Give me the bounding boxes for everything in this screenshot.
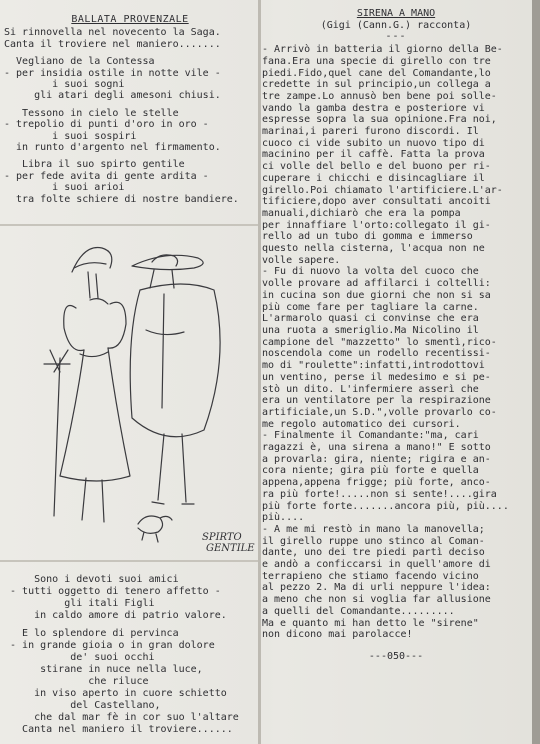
story-line: dante, uno dei tre piedi partì deciso <box>262 547 485 559</box>
story-line: girello.Poi chiamato l'artificiere.L'ar- <box>262 184 503 196</box>
story-line: artificiale,un S.D.",volle provarlo co- <box>262 406 497 418</box>
poem-line: che riluce <box>4 676 149 687</box>
story-line: espresse sopra la sua opinione.Fra noi, <box>262 114 497 126</box>
poem-line: i suoi sogni <box>4 79 125 91</box>
story-line: - Arrivò in batteria il giorno della Be- <box>262 44 503 56</box>
poem-line: Si rinnovella nel novecento la Saga. <box>4 27 221 39</box>
story-line: tre zampe.Lo annusò ben bene poi solle- <box>262 90 497 102</box>
page-edge <box>532 0 540 744</box>
caption-line-1: SPIRTO <box>202 532 242 543</box>
story-subtitle: (Gigi (Cann.G.) racconta) <box>320 19 472 31</box>
poem-line: E lo splendore di pervinca <box>4 628 179 639</box>
story-line: terrapieno che stiamo facendo vicino <box>262 570 479 582</box>
story-line: fana.Era una specie di girello con tre <box>262 55 491 67</box>
poem-title: BALLATA PROVENZALE <box>71 14 189 25</box>
story-lines <box>262 44 530 641</box>
caption-line-2: GENTILE <box>206 543 255 554</box>
story-line: rello ad un tubo di gomma e immerso <box>262 231 473 243</box>
poem-line: in runto d'argento nel firmamento. <box>4 142 221 154</box>
poem-line: de' suoi occhi <box>4 652 155 663</box>
page-footer: ---050--- <box>368 650 424 662</box>
story-line: mo di "roulette":infatti,introdottovi <box>262 360 485 372</box>
poem-line: - tutti oggetto di tenero affetto - <box>4 586 221 597</box>
story-line: in cucina son due giorni che non si sa <box>262 289 491 301</box>
poem-line: i suoi sospiri <box>4 130 137 142</box>
story-line: piedi.Fido,quel cane del Comandante,lo <box>262 67 491 79</box>
poem-line: - in grande gioia o in gran dolore <box>4 640 215 651</box>
column-fold <box>258 0 261 744</box>
story-line: macinino per il caffè. Fatta la prova <box>262 149 485 161</box>
poem-line: in viso aperto in cuore schietto <box>4 688 227 699</box>
story-line: L'armarolo quasi ci convinse che era <box>262 313 479 325</box>
story-line: stò un dito. L'infermiere asserì che <box>262 383 479 395</box>
story-line: più come fare per tagliare la carne. <box>262 301 479 313</box>
story-line: cuperare i chicchi e disincagliare il <box>262 172 485 184</box>
story-line: un ventino, perse il medesimo e si pe- <box>262 371 491 383</box>
poem-bottom-section <box>4 574 256 736</box>
section-divider-bottom <box>0 560 258 562</box>
story-line: Ma e quanto mi han detto le "sirene" <box>262 617 479 629</box>
story-line: volle sapere. <box>262 254 341 266</box>
story-line: il girello ruppe uno stinco al Coman- <box>262 535 485 547</box>
poem-line: Canta il troviere nel maniero....... <box>4 38 221 50</box>
story-line: vando la gamba destra e posteriore vi <box>262 102 485 114</box>
section-divider-top <box>0 224 258 226</box>
poem-line: - per insidia ostile in notte vile - <box>4 67 221 79</box>
poem-line: Libra il suo spirto gentile <box>4 159 185 171</box>
poem-line: Tessono in cielo le stelle <box>4 107 179 119</box>
story-line: appena,appena frigge; più forte, anco- <box>262 477 491 489</box>
poem-line: i suoi arioi <box>4 182 125 194</box>
story-line: - Fu di nuovo la volta del cuoco che <box>262 266 479 278</box>
story-title: SIRENA A MANO <box>356 8 436 19</box>
story-line: questo nella cisterna, l'acqua non ne <box>262 243 485 255</box>
poem-top-lines <box>4 27 256 205</box>
poem-line: del Castellano, <box>4 700 161 711</box>
story-line: più forte forte.......ancora più, più.... <box>262 500 509 512</box>
story-line: non dicono mai parolacce! <box>262 629 413 641</box>
illustration-caption <box>202 532 255 554</box>
poem-top-section <box>4 14 256 205</box>
story-line: per innaffiare l'orto:collegato il gi- <box>262 219 491 231</box>
story-line: una ruota a smeriglio.Ma Nicolino il <box>262 324 479 336</box>
poem-line: Canta nel maniero il troviere...... <box>4 724 233 735</box>
story-column <box>262 8 530 663</box>
story-separator: --- <box>385 31 407 43</box>
poem-line: Vegliano de la Contessa <box>4 56 155 68</box>
couple-sketch <box>14 238 254 556</box>
story-line: era un ventilatore per la respirazione <box>262 395 491 407</box>
story-line: ci volle del bello e del buono per ri- <box>262 161 491 173</box>
story-line: - Finalmente il Comandante:"ma, cari <box>262 430 479 442</box>
story-line: a quelli del Comandante......... <box>262 605 455 617</box>
poem-line: gli atari degli amesoni chiusi. <box>4 90 221 102</box>
story-line: tificiere,dopo aver consultati ancoiti <box>262 196 491 208</box>
story-line: più.... <box>262 512 305 524</box>
poem-line: stirane in nuce nella luce, <box>4 664 203 675</box>
story-line: ragazzi è, una sirena a mano!" E sotto <box>262 442 491 454</box>
story-line: volle provare ad affilarci i coltelli: <box>262 278 491 290</box>
story-line: ra più forte!.....non si sente!....gira <box>262 488 497 500</box>
poem-bottom-lines <box>4 574 256 736</box>
story-line: noscendola come un rodello recentissi- <box>262 348 491 360</box>
story-line: e andò a conficcarsi in quell'amore di <box>262 559 491 571</box>
poem-line: - per fede avita di gente ardita - <box>4 170 209 182</box>
poem-line: gli itali Figli <box>4 598 155 609</box>
story-line: a provarla: gira, niente; rigira e an- <box>262 453 491 465</box>
story-line: al pezzo 2. Ma di urli neppure l'idea: <box>262 582 491 594</box>
story-line: campione del "mazzetto" lo smentì,rico- <box>262 336 497 348</box>
poem-line: Sono i devoti suoi amici <box>4 574 179 585</box>
story-line: manuali,dichiarò che era la pompa <box>262 207 461 219</box>
story-line: a meno che non si voglia far allusione <box>262 594 491 606</box>
story-line: cuoco ci vide subito un nuovo tipo di <box>262 137 485 149</box>
poem-line: - trepolio di punti d'oro in oro - <box>4 119 209 131</box>
story-line: cora niente; gira più forte e quella <box>262 465 479 477</box>
illustration <box>14 238 254 556</box>
story-line: credette in sul principio,un collega a <box>262 79 491 91</box>
story-line: me regolo automatico dei cursori. <box>262 418 461 430</box>
story-line: marinai,i pareri furono discordi. Il <box>262 126 479 138</box>
story-line: - A me mi restò in mano la manovella; <box>262 523 485 535</box>
poem-line: tra folte schiere di nostre bandiere. <box>4 193 239 205</box>
poem-line: in caldo amore di patrio valore. <box>4 610 227 621</box>
poem-line: che dal mar fè in cor suo l'altare <box>4 712 239 723</box>
